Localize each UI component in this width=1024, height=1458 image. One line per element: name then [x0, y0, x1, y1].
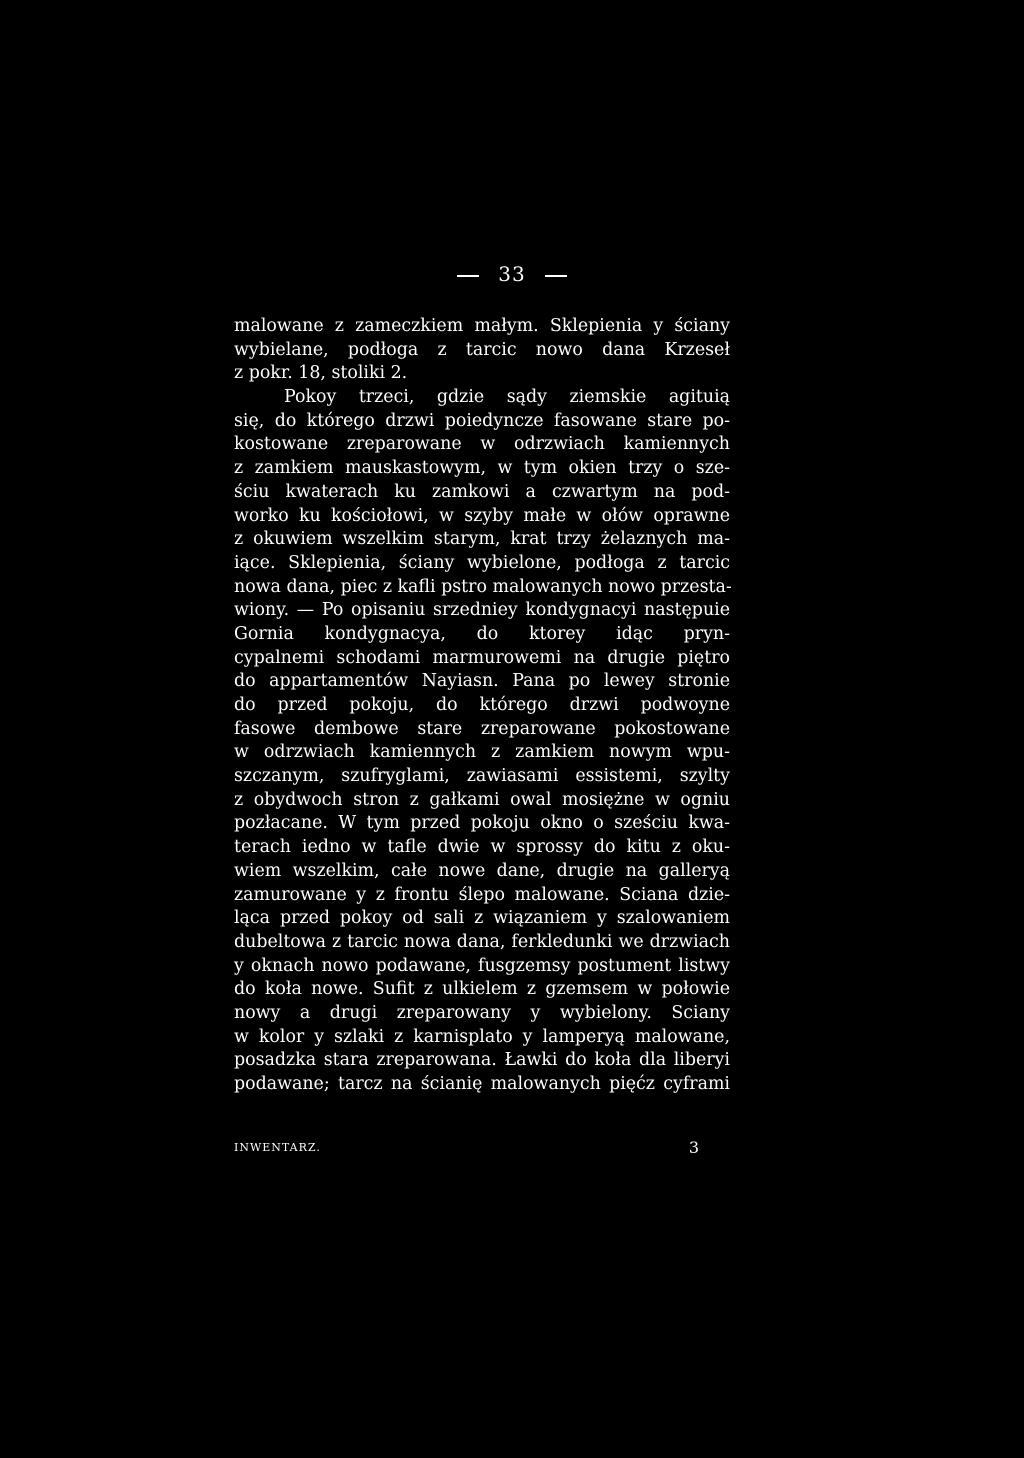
text-line: w odrzwiach kamiennych z zamkiem nowym wpu- [234, 742, 730, 763]
text-line: do koła nowe. Sufit z ulkielem z gzemsem w połowie [234, 979, 730, 1000]
page-footer [234, 1138, 730, 1157]
signature-mark: INWENTARZ. [234, 1141, 321, 1154]
text-line: do appartamentów Nayiasn. Pana po lewey stronie [234, 671, 730, 692]
text-line: malowane z zameczkiem małym. Sklepienia y ściany [234, 316, 730, 336]
text-line: terach iedno w tafle dwie w sprossy do kitu z oku- [234, 837, 730, 858]
text-line: z obydwoch stron z gałkami owal mosiężne w ogniu [234, 789, 730, 810]
header-dash-right [545, 275, 567, 277]
text-line: wybielane, podłoga z tarcic nowo dana Krzeseł [234, 339, 730, 360]
text-line: fasowe dembowe stare zreparowane pokostowane [234, 718, 730, 739]
signature-number: 3 [688, 1138, 700, 1157]
text-line: Pokoy trzeci, gdzie sądy ziemskie agituią [284, 387, 730, 408]
text-line: szczanym, szufryglami, zawiasami essistemi, szylty [234, 766, 730, 787]
text-line: wiony. — Po opisaniu srzedniey kondygnacyi następuie [234, 600, 730, 621]
page-number: 33 [498, 262, 526, 286]
text-line: pozłacane. W tym przed pokoju okno o sześciu kwa- [234, 813, 730, 834]
text-line: cypalnemi schodami marmurowemi na drugie piętro [234, 647, 730, 668]
text-line: dubeltowa z tarcic nowa dana, ferkledunki we drzwiach [234, 931, 730, 952]
text-line: y oknach nowo podawane, fusgzemsy postument listwy [234, 955, 730, 976]
text-line: z okuwiem wszelkim starym, krat trzy żelaznych ma- [234, 529, 730, 550]
text-line: ląca przed pokoy od sali z wiązaniem y szalowaniem [234, 908, 730, 929]
text-line: w kolor y szlaki z karnisplato y lamperyą malowane, [234, 1026, 730, 1047]
text-line: z zamkiem mauskastowym, w tym okien trzy o sze- [234, 458, 730, 479]
text-line: się, do którego drzwi poiedyncze fasowane stare po- [234, 410, 730, 431]
text-line: nowa dana, piec z kafli pstro malowanych nowo przesta- [234, 576, 732, 597]
text-line: posadzka stara zreparowana. Ławki do koła dla liberyi [234, 1050, 730, 1071]
text-line: ściu kwaterach ku zamkowi a czwartym na pod- [234, 481, 730, 502]
text-line: z pokr. 18, stoliki 2. [234, 363, 408, 384]
page-header [0, 262, 1024, 286]
body-text [234, 315, 730, 1097]
text-line: zamurowane y z frontu ślepo malowane. Sciana dzie- [234, 884, 730, 905]
text-line: nowy a drugi zreparowany y wybielony. Sciany [234, 1002, 730, 1023]
text-line: kostowane zreparowane w odrzwiach kamiennych [234, 434, 730, 455]
text-line: iące. Sklepienia, ściany wybielone, podłoga z tarcic [234, 552, 730, 573]
text-line: podawane; tarcz na ścianię malowanych pięćz cyframi [234, 1074, 730, 1094]
header-dash-left [457, 275, 479, 277]
text-line: do przed pokoju, do którego drzwi podwoyne [234, 695, 730, 715]
text-line: worko ku kościołowi, w szyby małe w ołów oprawne [234, 505, 730, 526]
text-line: wiem wszelkim, całe nowe dane, drugie na galleryą [234, 860, 730, 881]
text-line: Gornia kondygnacya, do ktorey idąc pryn- [234, 623, 730, 644]
